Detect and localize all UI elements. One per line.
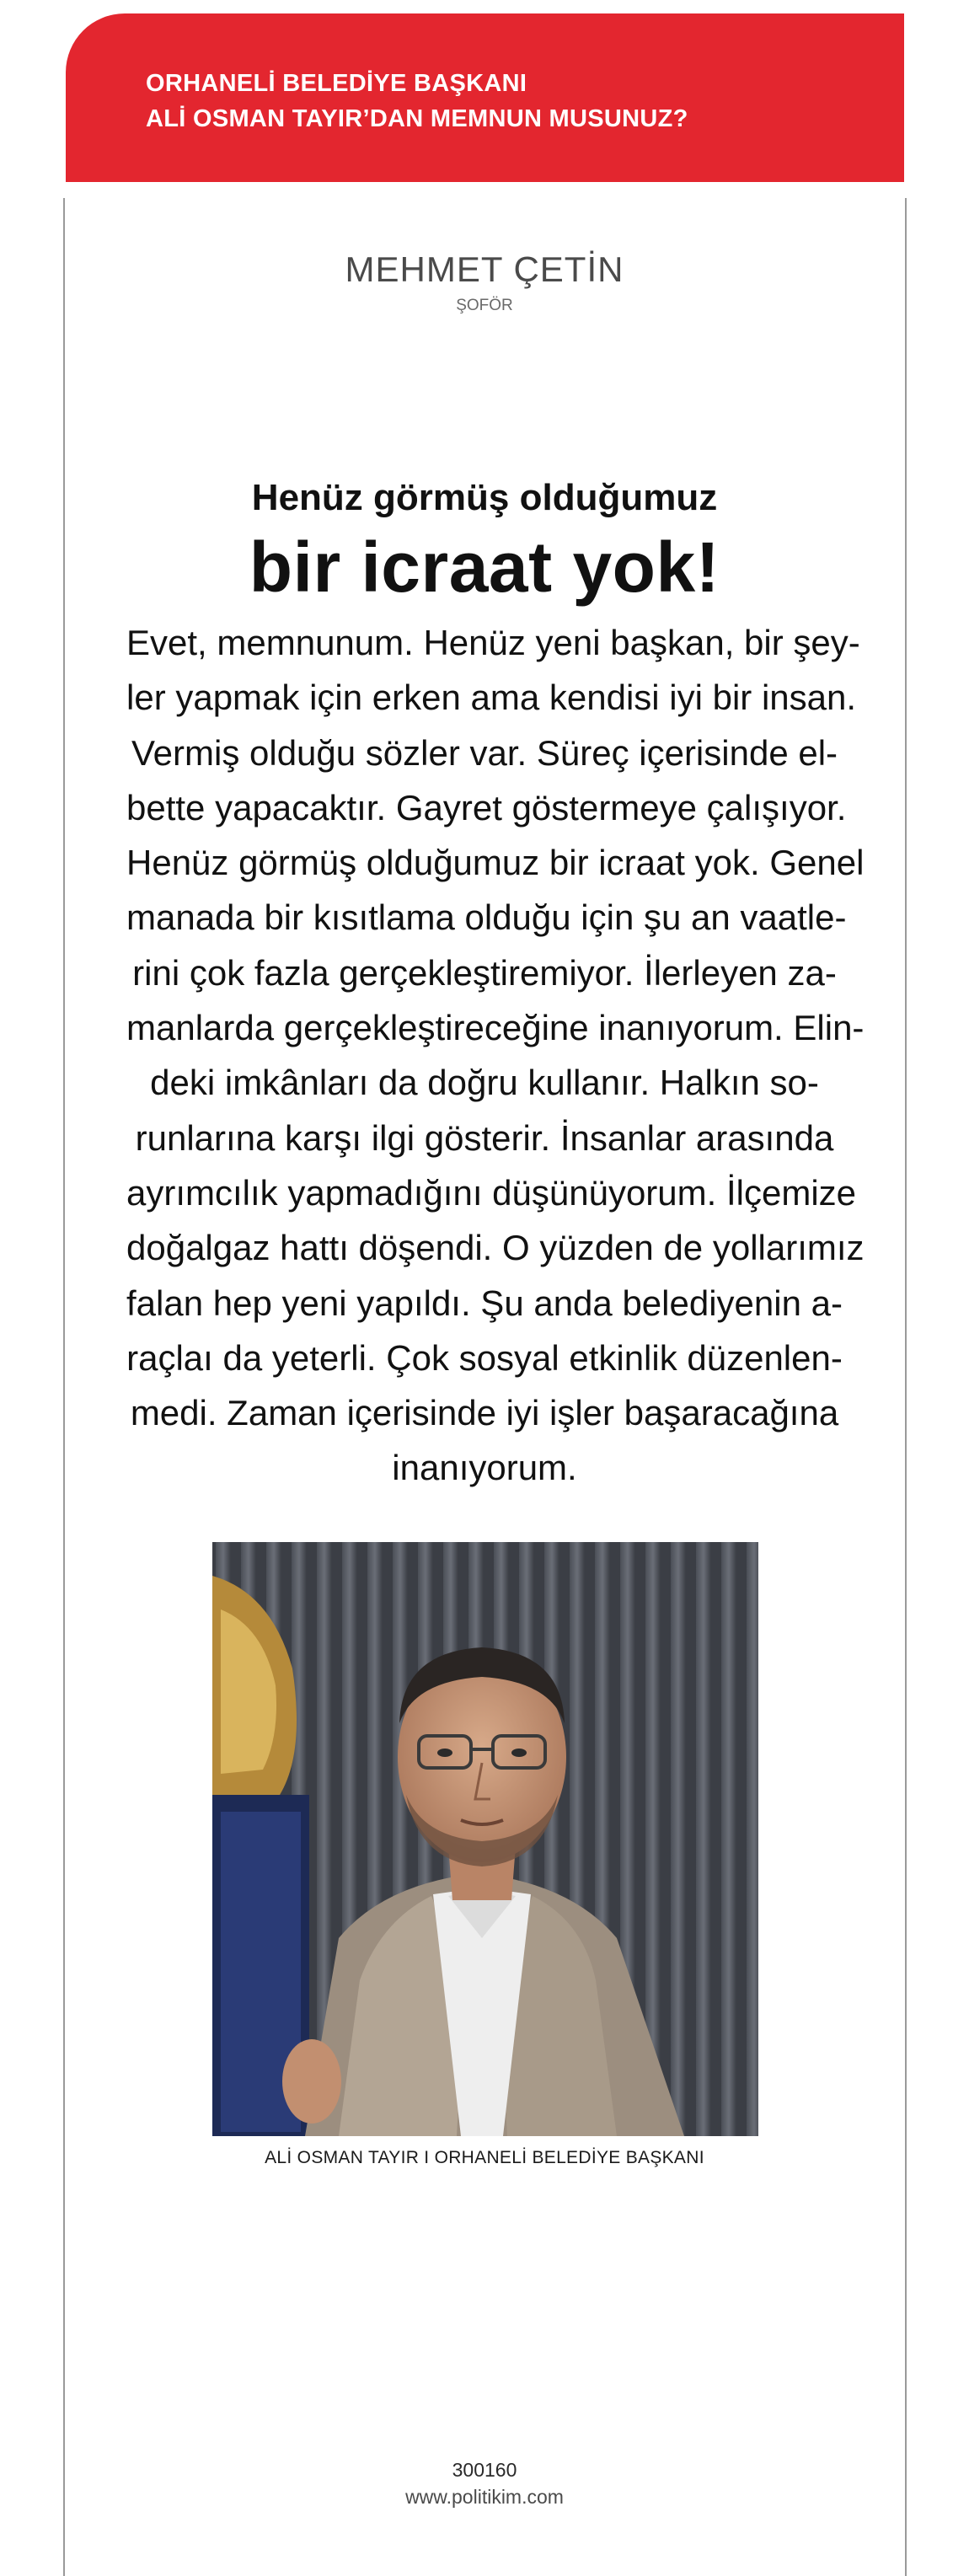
portrait-illustration [212, 1542, 758, 2136]
body-line: ayrımcılık yapmadığını düşünüyorum. İlçemize [126, 1172, 857, 1213]
banner-title-line-2: ALİ OSMAN TAYIR’DAN MEMNUN MUSUNUZ? [146, 105, 688, 132]
banner-title-line-1: ORHANELİ BELEDİYE BAŞKANI [146, 70, 527, 97]
body-line: doğalgaz hattı döşendi. O yüzden de yollarımız [126, 1228, 865, 1268]
body-line: deki imkânları da doğru kullanır. Halkın so- [150, 1063, 819, 1103]
footer-number: 300160 [452, 2459, 517, 2481]
body-line: bette yapacaktır. Gayret göstermeye çalışıyor. [126, 787, 847, 827]
body-line: Henüz görmüş olduğumuz bir icraat yok. Genel [126, 843, 865, 883]
header-banner [66, 13, 904, 182]
photo-caption: ALİ OSMAN TAYIR I ORHANELİ BELEDİYE BAŞKANI [265, 2148, 704, 2167]
body-line: runlarına karşı ilgi gösterir. İnsanlar arasında [135, 1117, 834, 1158]
article-body [126, 615, 865, 1496]
respondent-name: MEHMET ÇETİN [345, 249, 624, 289]
body-line: Evet, memnunum. Henüz yeni başkan, bir şey- [126, 623, 860, 662]
body-line: inanıyorum. [392, 1448, 577, 1488]
body-line: Vermiş olduğu sözler var. Süreç içerisinde el- [131, 732, 838, 773]
body-line: ler yapmak için erken ama kendisi iyi bir insan. [126, 677, 857, 718]
mayor-portrait-photo [212, 1542, 758, 2136]
body-line: rini çok fazla gerçekleştiremiyor. İlerleyen za- [132, 952, 837, 993]
respondent-occupation: ŞOFÖR [456, 297, 513, 314]
body-line: raçlaı da yeterli. Çok sosyal etkinlik düzenlen- [126, 1337, 843, 1378]
body-line: medi. Zaman içerisinde iyi işler başaracağına [130, 1393, 839, 1433]
body-line: manada bir kısıtlama olduğu için şu an vaatle- [126, 897, 847, 938]
body-line: manlarda gerçekleştireceğine inanıyorum. Elin- [126, 1008, 865, 1048]
footer-website-link[interactable]: www.politikim.com [405, 2486, 564, 2508]
article-headline: bir icraat yok! [249, 528, 720, 607]
article-subheadline: Henüz görmüş olduğumuz [251, 477, 718, 518]
body-line: falan hep yeni yapıldı. Şu anda belediyenin a- [126, 1283, 843, 1323]
